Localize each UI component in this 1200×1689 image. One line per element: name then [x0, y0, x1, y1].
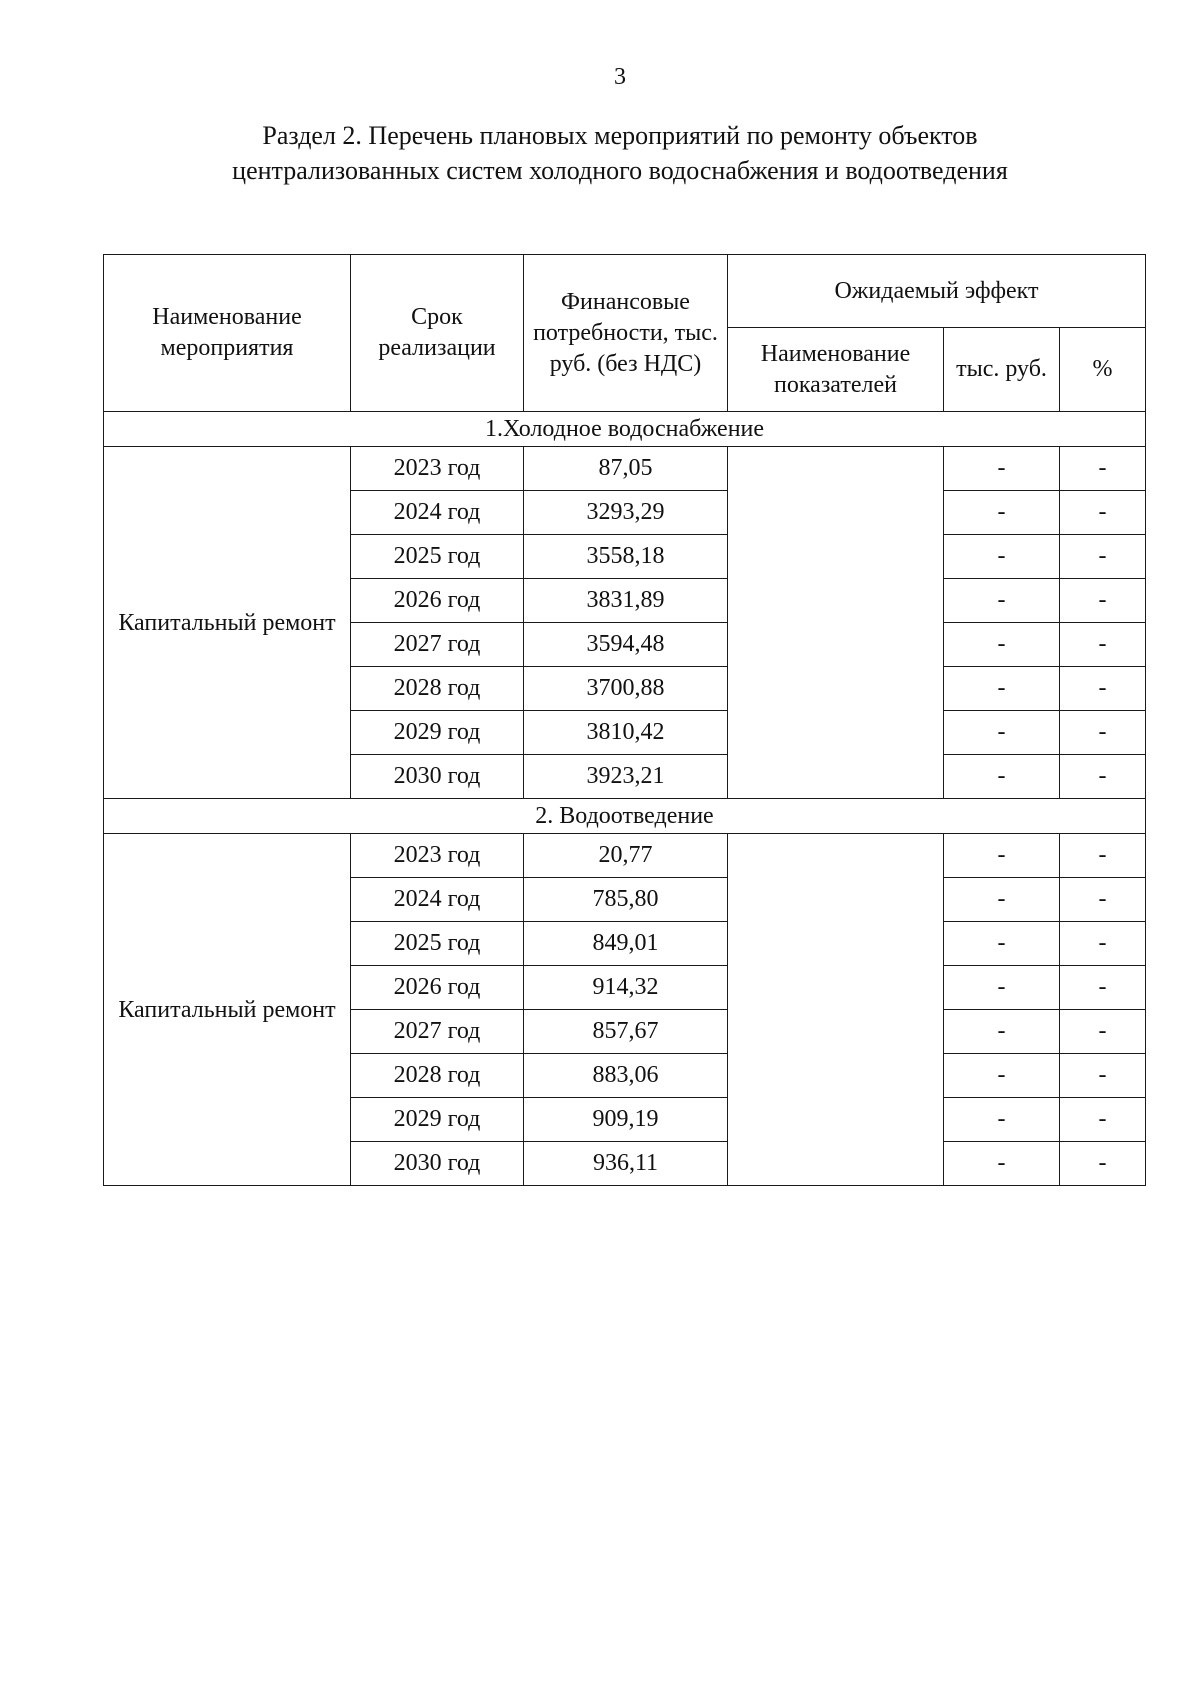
effect-percent-cell: - [1060, 1098, 1146, 1142]
effect-percent-cell: - [1060, 878, 1146, 922]
year-cell: 2025 год [351, 535, 524, 579]
plan-table [103, 254, 1146, 1186]
effect-percent-cell: - [1060, 667, 1146, 711]
amount-cell: 3293,29 [524, 491, 728, 535]
header-financial-needs: Финансовые потребности, тыс. руб. (без НДС) [524, 255, 728, 412]
effect-percent-cell: - [1060, 834, 1146, 878]
effect-percent-cell: - [1060, 755, 1146, 799]
effect-rub-cell: - [944, 1098, 1060, 1142]
page-number: 3 [614, 64, 626, 90]
header-period: Срок реализации [351, 255, 524, 412]
year-cell: 2026 год [351, 966, 524, 1010]
section-header-row [104, 799, 1146, 834]
amount-cell: 3700,88 [524, 667, 728, 711]
amount-cell: 883,06 [524, 1054, 728, 1098]
section-title-cell: 1.Холодное водоснабжение [104, 412, 1146, 447]
section-title [100, 118, 1140, 188]
header-activity-name: Наименование мероприятия [104, 255, 351, 412]
effect-rub-cell: - [944, 922, 1060, 966]
title-line-1: Раздел 2. Перечень плановых мероприятий по ремонту объектов [262, 121, 978, 150]
effect-percent-cell: - [1060, 623, 1146, 667]
amount-cell: 87,05 [524, 447, 728, 491]
effect-percent-cell: - [1060, 966, 1146, 1010]
effect-percent-cell: - [1060, 1010, 1146, 1054]
effect-percent-cell: - [1060, 1142, 1146, 1186]
indicator-cell [728, 447, 944, 799]
year-cell: 2029 год [351, 711, 524, 755]
year-cell: 2028 год [351, 1054, 524, 1098]
effect-rub-cell: - [944, 447, 1060, 491]
effect-rub-cell: - [944, 1054, 1060, 1098]
effect-rub-cell: - [944, 667, 1060, 711]
year-cell: 2025 год [351, 922, 524, 966]
amount-cell: 20,77 [524, 834, 728, 878]
effect-percent-cell: - [1060, 711, 1146, 755]
year-cell: 2024 год [351, 491, 524, 535]
activity-cell: Капитальный ремонт [104, 834, 351, 1186]
table-body [104, 412, 1146, 1186]
amount-cell: 3923,21 [524, 755, 728, 799]
year-cell: 2024 год [351, 878, 524, 922]
section-header-row [104, 412, 1146, 447]
header-indicator-name: Наименование показателей [728, 328, 944, 412]
effect-percent-cell: - [1060, 447, 1146, 491]
table-row [104, 447, 1146, 491]
amount-cell: 936,11 [524, 1142, 728, 1186]
effect-rub-cell: - [944, 711, 1060, 755]
year-cell: 2030 год [351, 755, 524, 799]
year-cell: 2026 год [351, 579, 524, 623]
section-title-cell: 2. Водоотведение [104, 799, 1146, 834]
header-percent: % [1060, 328, 1146, 412]
amount-cell: 3594,48 [524, 623, 728, 667]
table-row [104, 834, 1146, 878]
amount-cell: 849,01 [524, 922, 728, 966]
effect-rub-cell: - [944, 966, 1060, 1010]
year-cell: 2028 год [351, 667, 524, 711]
header-expected-effect: Ожидаемый эффект [728, 255, 1146, 328]
effect-percent-cell: - [1060, 579, 1146, 623]
effect-rub-cell: - [944, 834, 1060, 878]
year-cell: 2027 год [351, 1010, 524, 1054]
effect-percent-cell: - [1060, 491, 1146, 535]
effect-rub-cell: - [944, 1142, 1060, 1186]
effect-percent-cell: - [1060, 922, 1146, 966]
amount-cell: 3810,42 [524, 711, 728, 755]
indicator-cell [728, 834, 944, 1186]
year-cell: 2027 год [351, 623, 524, 667]
year-cell: 2023 год [351, 834, 524, 878]
effect-rub-cell: - [944, 1010, 1060, 1054]
effect-percent-cell: - [1060, 535, 1146, 579]
amount-cell: 785,80 [524, 878, 728, 922]
effect-rub-cell: - [944, 623, 1060, 667]
amount-cell: 3831,89 [524, 579, 728, 623]
title-line-2: централизованных систем холодного водоснабжения и водоотведения [232, 156, 1008, 185]
effect-percent-cell: - [1060, 1054, 1146, 1098]
amount-cell: 914,32 [524, 966, 728, 1010]
header-thousand-rub: тыс. руб. [944, 328, 1060, 412]
year-cell: 2029 год [351, 1098, 524, 1142]
year-cell: 2023 год [351, 447, 524, 491]
effect-rub-cell: - [944, 535, 1060, 579]
effect-rub-cell: - [944, 579, 1060, 623]
activity-cell: Капитальный ремонт [104, 447, 351, 799]
effect-rub-cell: - [944, 491, 1060, 535]
year-cell: 2030 год [351, 1142, 524, 1186]
amount-cell: 3558,18 [524, 535, 728, 579]
effect-rub-cell: - [944, 755, 1060, 799]
amount-cell: 857,67 [524, 1010, 728, 1054]
amount-cell: 909,19 [524, 1098, 728, 1142]
effect-rub-cell: - [944, 878, 1060, 922]
